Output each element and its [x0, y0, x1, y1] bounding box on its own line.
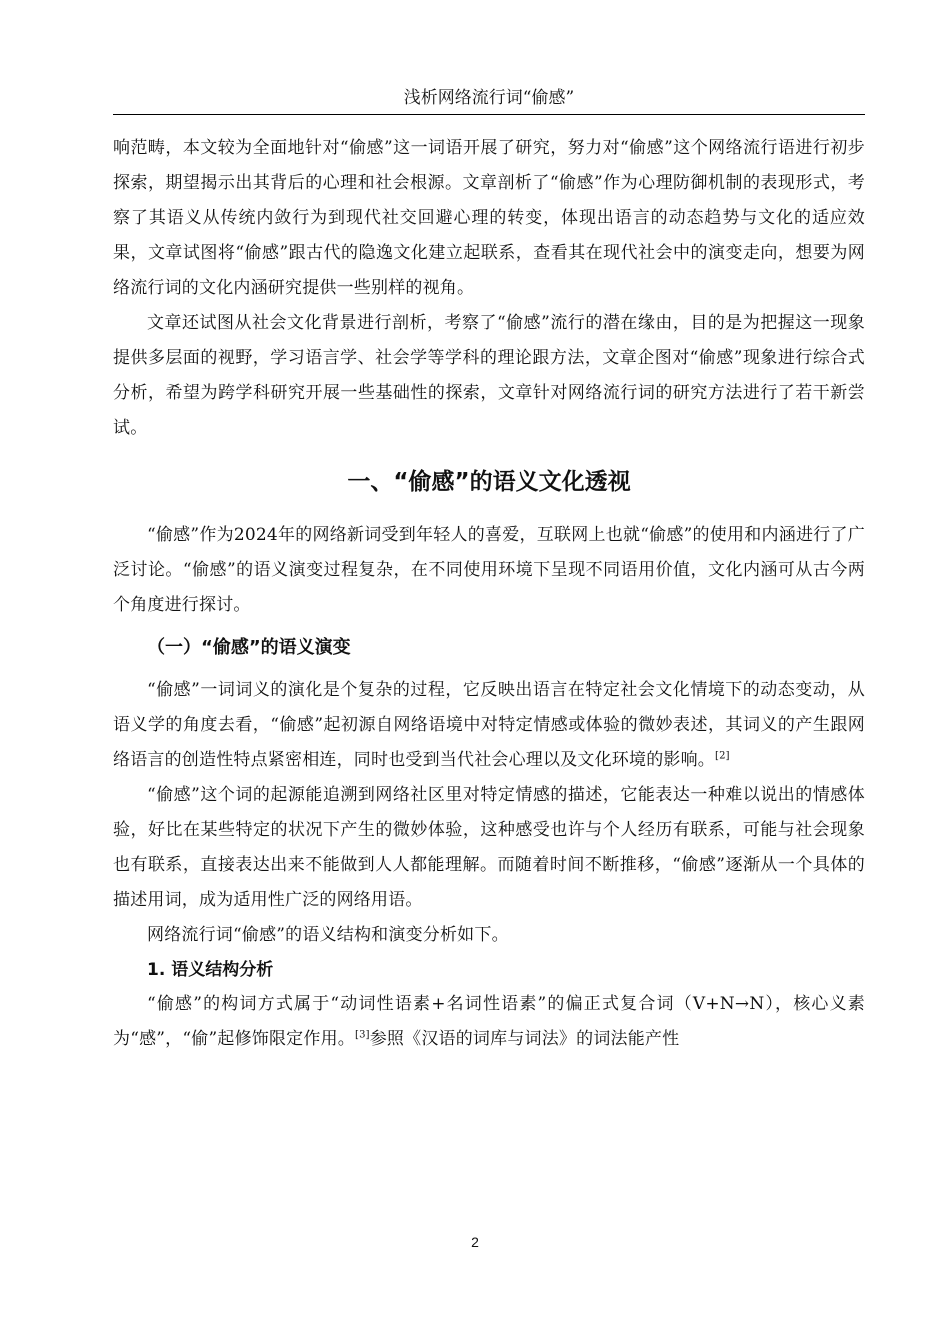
citation-ref-3: [3] — [354, 1029, 370, 1041]
body-paragraph-6: 网络流行词“偷感”的语义结构和演变分析如下。 — [147, 925, 509, 945]
citation-ref-2: [2] — [715, 750, 730, 762]
page-number: 2 — [471, 1234, 479, 1250]
body-paragraph-7-text-a: “偷感”的构词方式属于“动词性语素+名词性语素”的偏正式复合词（V+N→N），核心义素为“感”，“偷”起修饰限定作用。 — [113, 994, 865, 1049]
body-paragraph-2: 文章还试图从社会文化背景进行剖析，考察了“偷感”流行的潜在缘由，目的是为把握这一现象提供多层面的视野，学习语言学、社会学等学科的理论跟方法，文章企图对“偷感”现象进行综合式分析，希望为跨学科研究开展一些基础性的探索，文章针对网络流行词的研究方法进行了若干新尝试。 — [113, 313, 865, 438]
body-paragraph-4-text: “偷感”一词词义的演化是个复杂的过程，它反映出语言在特定社会文化情境下的动态变动，从语义学的角度去看，“偷感”起初源自网络语境中对特定情感或体验的微妙表述，其词义的产生跟网络语言的创造性特点紧密相连，同时也受到当代社会心理以及文化环境的影响。 — [113, 680, 865, 770]
body-paragraph-3: “偷感”作为2024年的网络新词受到年轻人的喜爱，互联网上也就“偷感”的使用和内涵进行了广泛讨论。“偷感”的语义演变过程复杂，在不同使用环境下呈现不同语用价值，文化内涵可从古今两个角度进行探讨。 — [113, 525, 865, 615]
numbered-heading-1: 1. 语义结构分析 — [147, 960, 274, 980]
body-paragraph-4 — [113, 673, 865, 778]
running-header-title: 浅析网络流行词“偷感” — [113, 84, 865, 115]
body-paragraph-5: “偷感”这个词的起源能追溯到网络社区里对特定情感的描述，它能表达一种难以说出的情感体验，好比在某些特定的状况下产生的微妙体验，这种感受也许与个人经历有联系，可能与社会现象也有联系，直接表达出来不能做到人人都能理解。而随着时间不断推移，“偷感”逐渐从一个具体的描述用词，成为适用性广泛的网络用语。 — [113, 785, 865, 910]
section-heading-1: 一、“偷感”的语义文化透视 — [347, 469, 631, 495]
page-body — [113, 131, 865, 1057]
subsection-heading-1: （一）“偷感”的语义演变 — [147, 637, 351, 658]
body-paragraph-7 — [113, 987, 865, 1057]
body-paragraph-7-text-b: 参照《汉语的词库与词法》的词法能产性 — [369, 1029, 680, 1049]
body-paragraph-1: 响范畴，本文较为全面地针对“偷感”这一词语开展了研究，努力对“偷感”这个网络流行语进行初步探索，期望揭示出其背后的心理和社会根源。文章剖析了“偷感”作为心理防御机制的表现形式，考察了其语义从传统内敛行为到现代社交回避心理的转变，体现出语言的动态趋势与文化的适应效果，文章试图将“偷感”跟古代的隐逸文化建立起联系，查看其在现代社会中的演变走向，想要为网络流行词的文化内涵研究提供一些别样的视角。 — [113, 138, 865, 298]
